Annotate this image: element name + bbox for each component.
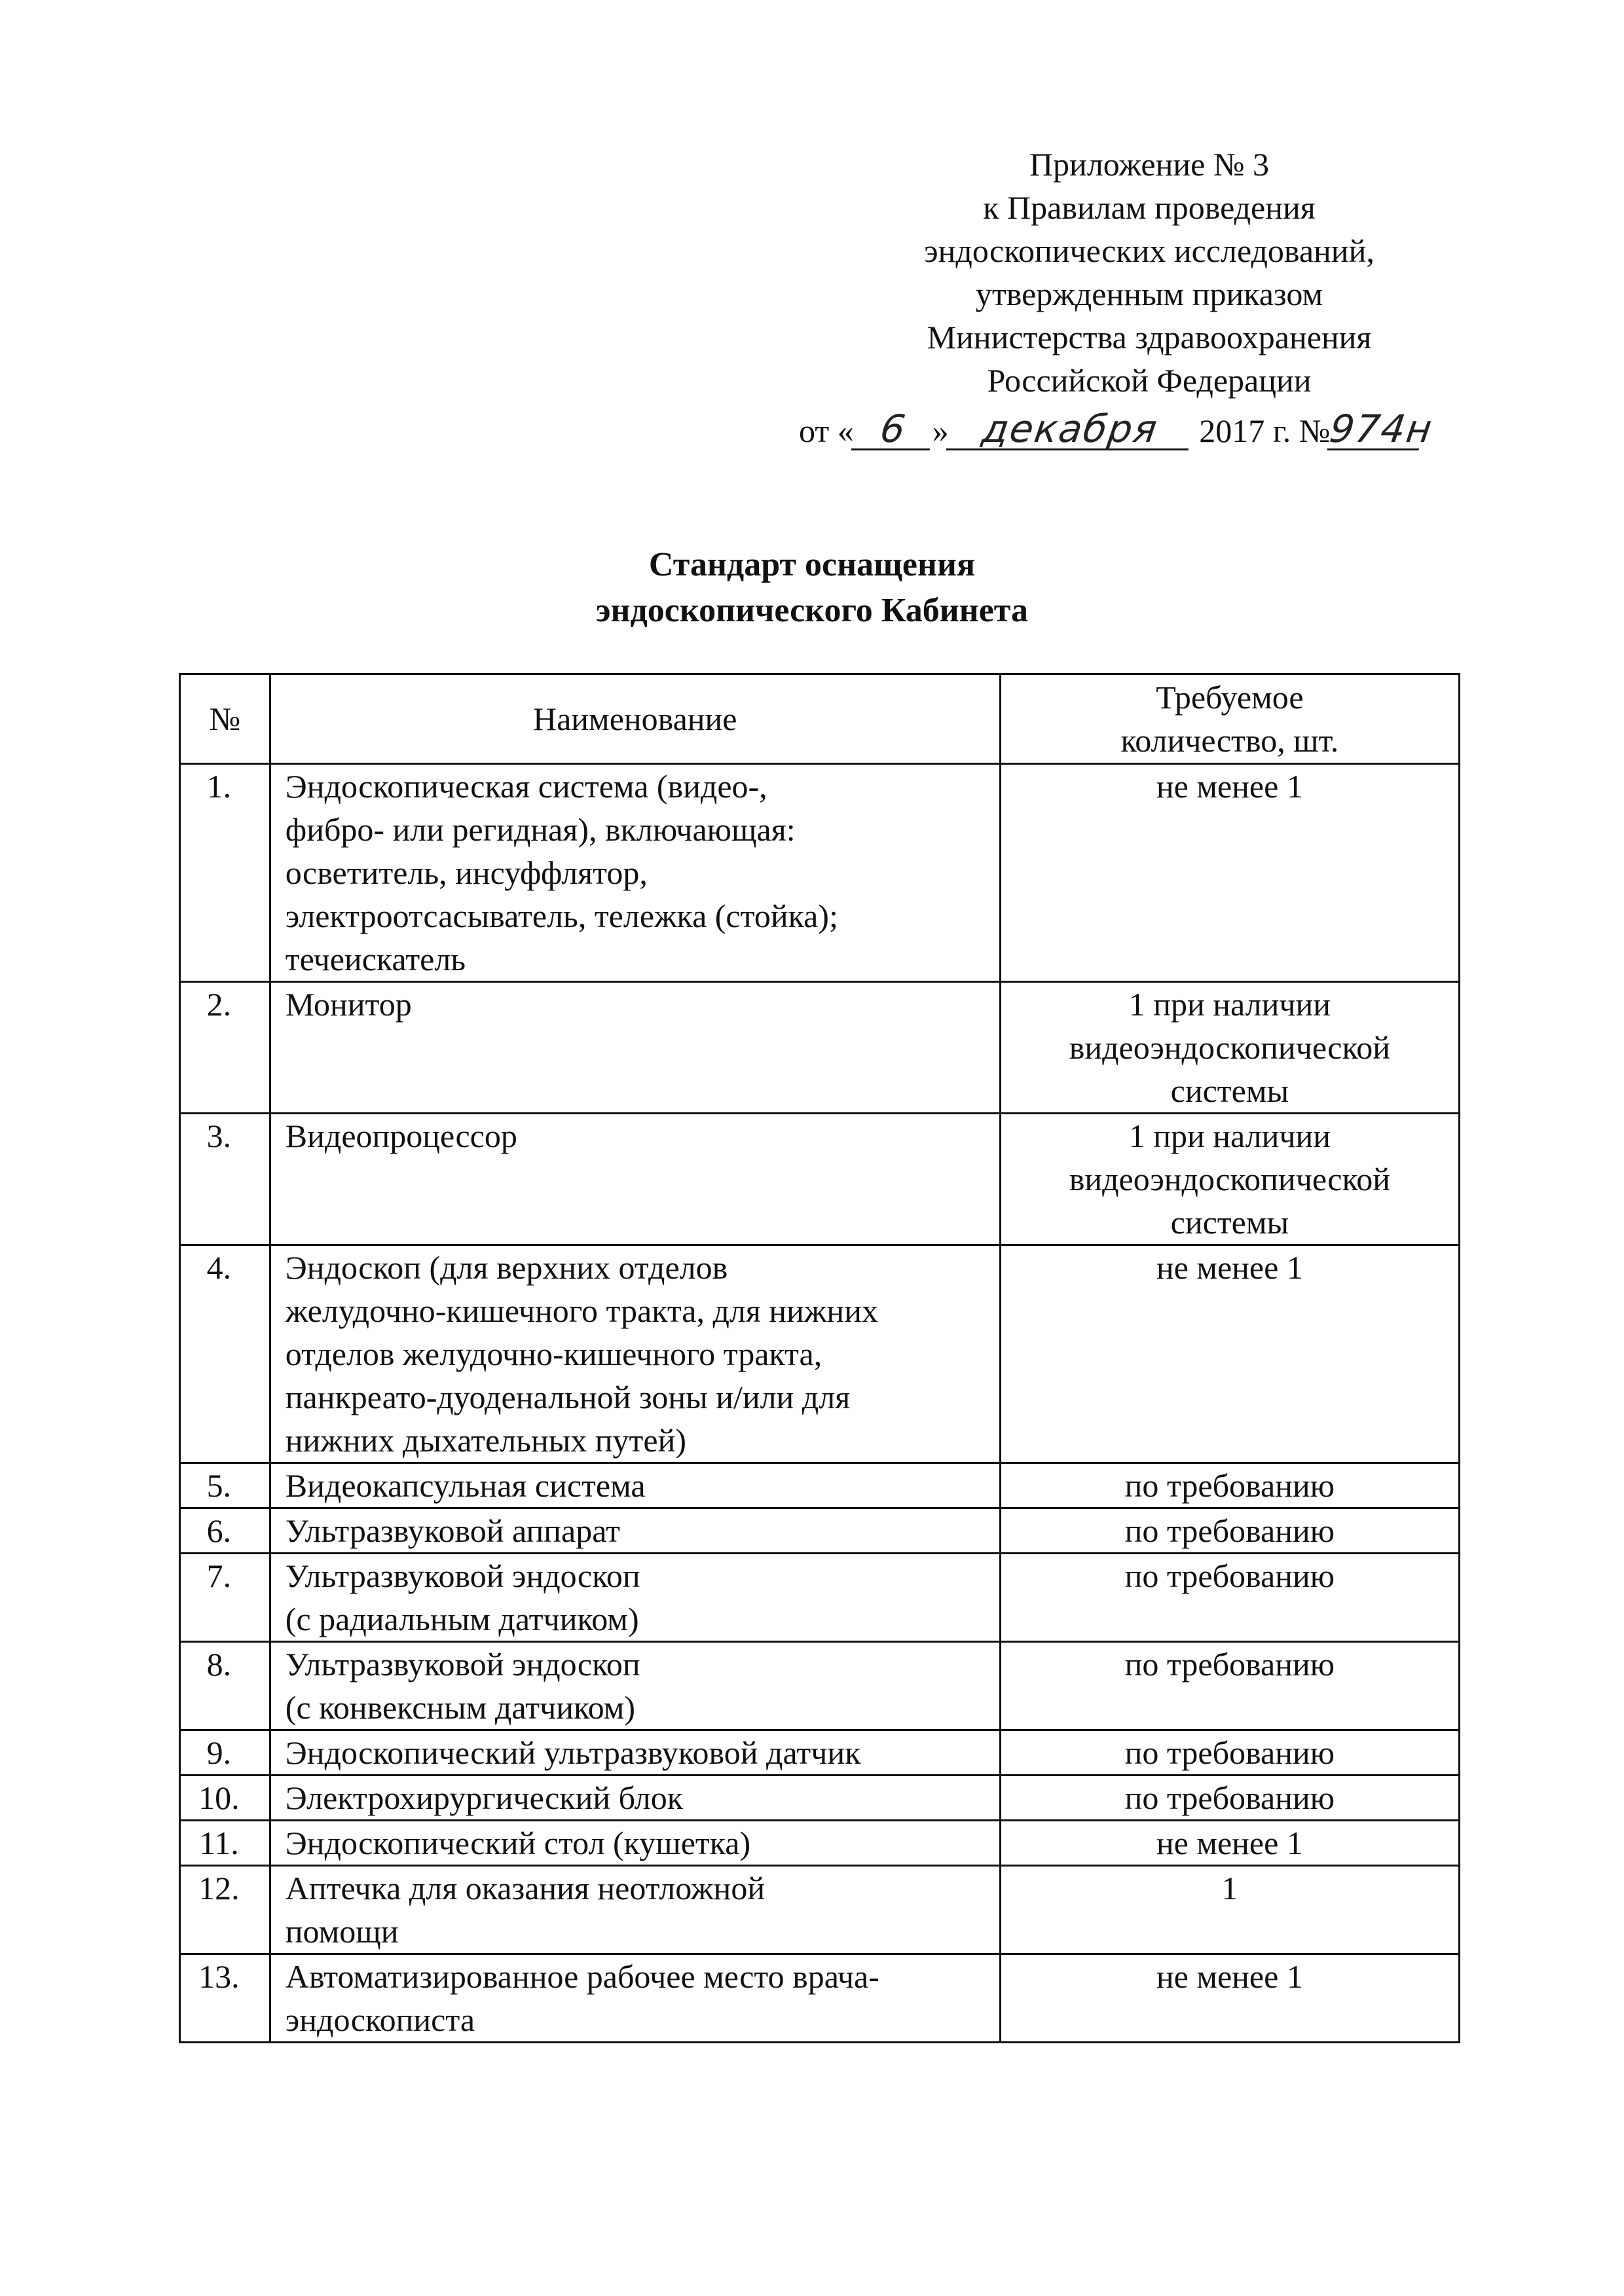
table-row: [180, 1642, 1460, 1730]
row-name: [270, 1114, 1000, 1245]
row-number: 3.: [180, 1114, 270, 1245]
header-qty-line: количество, шт.: [1120, 722, 1339, 759]
row-quantity-line: не менее 1: [1156, 1825, 1303, 1861]
header-qty: [1000, 674, 1459, 764]
row-name-line: отделов желудочно-кишечного тракта,: [285, 1336, 822, 1372]
row-number: 8.: [180, 1642, 270, 1730]
row-name-line: Ультразвуковой аппарат: [285, 1512, 620, 1549]
row-number: 9.: [180, 1730, 270, 1776]
row-quantity-line: 1 при наличии: [1128, 1118, 1331, 1154]
row-name-line: Видеокапсульная система: [285, 1467, 646, 1504]
row-quantity: [1000, 1866, 1459, 1954]
row-quantity-line: по требованию: [1124, 1512, 1335, 1549]
row-number: 11.: [180, 1821, 270, 1866]
row-name-line: Эндоскопическая система (видео-,: [285, 768, 767, 805]
row-name: [270, 764, 1000, 982]
row-name-line: Эндоскоп (для верхних отделов: [285, 1249, 728, 1286]
date-prefix: от «: [799, 412, 854, 449]
row-name-line: Ультразвуковой эндоскоп: [285, 1558, 640, 1594]
row-number: 6.: [180, 1508, 270, 1554]
row-quantity-line: не менее 1: [1156, 768, 1303, 805]
row-number: 4.: [180, 1245, 270, 1463]
row-number: 1.: [180, 764, 270, 982]
row-quantity-line: видеоэндоскопической: [1069, 1029, 1390, 1066]
equipment-table: [179, 673, 1460, 2043]
order-date-line: [799, 405, 1519, 457]
handwritten-day: 6: [851, 409, 935, 450]
row-name-line: осветитель, инсуффлятор,: [285, 854, 648, 891]
row-name: [270, 1463, 1000, 1508]
row-name-line: (с конвексным датчиком): [285, 1689, 636, 1726]
table-row: [180, 1730, 1460, 1776]
row-number: 13.: [180, 1954, 270, 2043]
row-quantity-line: видеоэндоскопической: [1069, 1161, 1390, 1197]
row-name-line: эндоскописта: [285, 2001, 475, 2038]
row-name: [270, 1954, 1000, 2043]
row-quantity: [1000, 1508, 1459, 1554]
annex-line: к Правилам проведения: [983, 189, 1316, 226]
row-name-line: помощи: [285, 1913, 399, 1950]
row-number: 2.: [180, 982, 270, 1114]
row-quantity-line: 1 при наличии: [1128, 986, 1331, 1023]
row-name-line: панкреато-дуоденальной зоны и/или для: [285, 1379, 851, 1415]
row-quantity: [1000, 764, 1459, 982]
handwritten-order-number: 974н: [1327, 407, 1436, 451]
row-name: [270, 1245, 1000, 1463]
table-row: [180, 1776, 1460, 1821]
row-quantity: [1000, 1554, 1459, 1642]
row-quantity-line: по требованию: [1124, 1558, 1335, 1594]
row-name: [270, 1776, 1000, 1821]
row-name-line: Аптечка для оказания неотложной: [285, 1870, 766, 1906]
header-qty-line: Требуемое: [1156, 679, 1304, 716]
row-quantity-line: 1: [1221, 1870, 1238, 1906]
row-quantity-line: по требованию: [1124, 1467, 1335, 1504]
handwritten-month: декабря: [946, 409, 1194, 450]
annex-line: Российской Федерации: [987, 362, 1312, 399]
row-name-line: электроотсасыватель, тележка (стойка);: [285, 898, 838, 934]
row-number: 7.: [180, 1554, 270, 1642]
row-name-line: Эндоскопический стол (кушетка): [285, 1825, 751, 1861]
row-quantity-line: по требованию: [1124, 1734, 1335, 1771]
row-name-line: Монитор: [285, 986, 412, 1023]
annex-header: [773, 143, 1526, 402]
row-name-line: Эндоскопический ультразвуковой датчик: [285, 1734, 861, 1771]
row-quantity: [1000, 1821, 1459, 1866]
row-quantity: [1000, 1463, 1459, 1508]
row-quantity: [1000, 1776, 1459, 1821]
row-name: [270, 1642, 1000, 1730]
row-name: [270, 1730, 1000, 1776]
table-row: [180, 1508, 1460, 1554]
row-name-line: Видеопроцессор: [285, 1118, 517, 1154]
table-row: [180, 1554, 1460, 1642]
document-title: [0, 542, 1624, 634]
annex-line: Приложение № 3: [1029, 146, 1270, 183]
row-quantity: [1000, 1642, 1459, 1730]
row-quantity: [1000, 1954, 1459, 2043]
row-name: [270, 1554, 1000, 1642]
row-name: [270, 1866, 1000, 1954]
row-quantity: [1000, 982, 1459, 1114]
table-row: [180, 982, 1460, 1114]
row-name-line: Автоматизированное рабочее место врача-: [285, 1958, 879, 1995]
row-quantity-line: не менее 1: [1156, 1249, 1303, 1286]
table-row: [180, 1463, 1460, 1508]
row-name-line: желудочно-кишечного тракта, для нижних: [285, 1292, 878, 1329]
row-number: 10.: [180, 1776, 270, 1821]
row-name-line: Ультразвуковой эндоскоп: [285, 1646, 640, 1683]
header-name: Наименование: [270, 674, 1000, 764]
row-name: [270, 1508, 1000, 1554]
table-row: [180, 764, 1460, 982]
table-row: [180, 1245, 1460, 1463]
date-year: 2017 г. №: [1190, 412, 1331, 449]
date-mid: »: [932, 412, 949, 449]
row-name: [270, 1821, 1000, 1866]
row-quantity-line: по требованию: [1124, 1779, 1335, 1816]
row-quantity-line: системы: [1170, 1204, 1289, 1241]
row-quantity: [1000, 1730, 1459, 1776]
row-quantity-line: не менее 1: [1156, 1958, 1303, 1995]
header-num: №: [180, 674, 270, 764]
row-name: [270, 982, 1000, 1114]
row-quantity: [1000, 1245, 1459, 1463]
annex-line: Министерства здравоохранения: [927, 319, 1372, 355]
table-row: [180, 1114, 1460, 1245]
table-row: [180, 1821, 1460, 1866]
title-line-2: эндоскопического Кабинета: [596, 592, 1028, 629]
row-quantity: [1000, 1114, 1459, 1245]
row-number: 5.: [180, 1463, 270, 1508]
table-row: [180, 1866, 1460, 1954]
row-name-line: (с радиальным датчиком): [285, 1601, 639, 1637]
table-row: [180, 1954, 1460, 2043]
title-line-1: Стандарт оснащения: [648, 546, 976, 583]
table-header-row: [180, 674, 1460, 764]
annex-line: эндоскопических исследований,: [924, 232, 1375, 269]
annex-line: утвержденным приказом: [975, 276, 1323, 312]
row-name-line: течеискатель: [285, 941, 466, 977]
row-quantity-line: системы: [1170, 1072, 1289, 1109]
row-name-line: нижних дыхательных путей): [285, 1422, 687, 1459]
row-number: 12.: [180, 1866, 270, 1954]
row-quantity-line: по требованию: [1124, 1646, 1335, 1683]
row-name-line: Электрохирургический блок: [285, 1779, 684, 1816]
row-name-line: фибро- или регидная), включающая:: [285, 811, 796, 848]
